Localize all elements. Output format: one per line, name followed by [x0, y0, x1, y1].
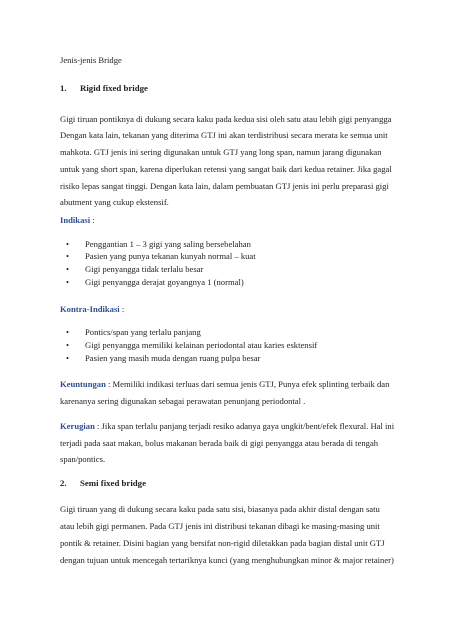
kerugian-line: terjadi pada saat makan, bolus makanan berada baik di gigi penyangga atau berada di tengah: [60, 438, 379, 448]
section-2-title: Semi fixed bridge: [80, 478, 146, 488]
keuntungan-line: [60, 378, 389, 390]
kontra-indikasi-item: Pontics/span yang terlalu panjang: [85, 327, 201, 337]
section-1-heading: [60, 82, 148, 94]
indikasi-item: Gigi penyangga tidak terlalu besar: [85, 264, 204, 274]
keuntungan-label: Keuntungan: [60, 379, 106, 389]
kerugian-text: : Jika span terlalu panjang terjadi resiko adanya gaya ungkit/bent/efek flexural. Hal ini: [94, 421, 395, 431]
indikasi-item: Pasien yang punya tekanan kunyah normal – kuat: [85, 251, 256, 261]
section-1-para-line: mahkota. GTJ jenis ini sering digunakan untuk GTJ yang long span, namun jarang digunakan: [60, 147, 382, 157]
indikasi-heading: [60, 214, 95, 226]
section-1-number: 1.: [60, 83, 67, 93]
section-2-heading: [60, 477, 146, 489]
keuntungan-text: : Memiliki indikasi terluas dari semua jenis GTJ, Punya efek splinting terbaik dan: [105, 379, 390, 389]
kontra-indikasi-colon: :: [121, 304, 125, 314]
section-1-para-line: Gigi tiruan pontiknya di dukung secara kaku pada kedua sisi oleh satu atau lebih gigi penyangga: [60, 114, 392, 124]
bullet-icon: •: [66, 264, 70, 274]
kontra-indikasi-label: Kontra-Indikasi: [60, 304, 120, 314]
document-title: Jenis-jenis Bridge: [60, 55, 122, 65]
indikasi-item: Gigi penyangga derajat goyangnya 1 (normal): [85, 277, 244, 287]
kerugian-line: [60, 420, 394, 432]
section-1-para-line: Dengan kata lain, tekanan yang diterima GTJ ini akan terdistribusi secara merata ke semua unit: [60, 130, 388, 140]
bullet-icon: •: [66, 277, 70, 287]
indikasi-label: Indikasi: [60, 215, 91, 225]
kontra-indikasi-item: Gigi penyangga memiliki kelainan periodontal atau karies esktensif: [85, 340, 318, 350]
section-1-title: Rigid fixed bridge: [80, 83, 148, 93]
bullet-icon: •: [66, 353, 70, 363]
section-1-para-line: abutment yang cukup ekstensif.: [60, 197, 169, 207]
kerugian-line: span/pontics.: [60, 454, 106, 464]
section-1-para-line: risiko lepas sangat tinggi. Dengan kata lain, dalam pembuatan GTJ jenis ini perlu preparasi gigi: [60, 181, 389, 191]
section-2-para-line: atau lebih gigi permanen. Pada GTJ jenis ini distribusi tekanan dibagi ke masing-masing unit: [60, 521, 380, 531]
section-2-number: 2.: [60, 478, 67, 488]
section-1-para-line: untuk yang short span, karena diperlukan retensi yang sangat baik dari kedua retainer. Jika gagal: [60, 164, 392, 174]
bullet-icon: •: [66, 239, 70, 249]
kontra-indikasi-item: Pasien yang masih muda dengan ruang pulpa besar: [85, 353, 261, 363]
bullet-icon: •: [66, 251, 70, 261]
section-2-para-line: pontik & retainer. Disini bagian yang bersifat non-rigid diletakkan pada bagian distal unit GTJ: [60, 538, 385, 548]
bullet-icon: •: [66, 327, 70, 337]
indikasi-item: Penggantian 1 – 3 gigi yang saling bersebelahan: [85, 239, 251, 249]
section-2-para-line: dengan tujuan untuk mencegah tertariknya kunci (yang menghubungkan minor & major retainer): [60, 555, 394, 565]
bullet-icon: •: [66, 340, 70, 350]
indikasi-colon: :: [92, 215, 95, 225]
keuntungan-line: karenanya sering digunakan sebagai perawatan penunjang periodontal .: [60, 396, 306, 406]
section-2-para-line: Gigi tiruan yang di dukung secara kaku pada satu sisi, biasanya pada akhir distal dengan satu: [60, 504, 380, 514]
kontra-indikasi-heading: [60, 303, 124, 315]
kerugian-label: Kerugian: [60, 421, 95, 431]
